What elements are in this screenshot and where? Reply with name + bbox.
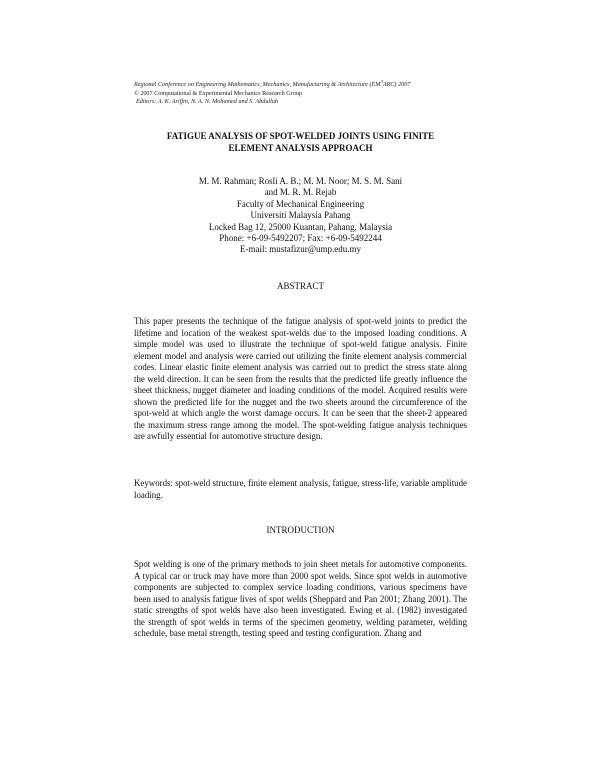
copyright-line: © 2007 Computational & Experimental Mechanics Research Group: [134, 89, 303, 97]
contact-email: E-mail: mustafizur@ump.edu.my: [239, 244, 361, 255]
introduction-body: Spot welding is one of the primary methods to join sheet metals for automotive components. A typical car or truck may have more than 2000 spot welds. Since spot welds in automotive components are subjected to complex service loading conditions, various specimens have been used to analysis fatigue lives of spot welds (Sheppard and Pan 2001; Zhang 2001). The static strengths of spot welds have also been investigated. Ewing et al. (1982) investigated the strength of spot welds in terms of the specimen geometry, welding parameter, welding schedule, base metal strength, testing speed and testing configuration. Zhang and: [134, 559, 467, 638]
affiliation-faculty: Faculty of Mechanical Engineering: [236, 198, 365, 209]
introduction-heading: INTRODUCTION: [266, 525, 335, 535]
affiliation-address: Locked Bag 12, 25000 Kuantan, Pahang, Malaysia: [208, 221, 393, 232]
conference-name-tail: ARC) 2007: [382, 81, 411, 89]
conference-line: [134, 78, 494, 90]
keywords: Keywords: spot-weld structure, finite element analysis, fatigue, stress-life, variable amplitude loading.: [134, 478, 467, 500]
paper-title: [134, 130, 467, 154]
title-line-2: ELEMENT ANALYSIS APPROACH: [228, 143, 373, 153]
editors-line: Editors: A. K. Ariffin, N. A. N. Mohamed and S. Abdullah: [136, 98, 279, 106]
title-line-1: FATIGUE ANALYSIS OF SPOT-WELDED JOINTS USING FINITE: [166, 131, 435, 141]
author-names-1: M. M. Rahman; Rosli A. B.; M. M. Noor; M. S. M. Sani: [198, 176, 403, 186]
abstract-heading: ABSTRACT: [276, 281, 324, 291]
abstract-body: This paper presents the technique of the fatigue analysis of spot-weld joints to predict the lifetime and location of the weakest spot-welds due to the imposed loading conditions. A simple model was used to illustrate the technique of spot-weld fatigue analysis. Finite element model and analysis were carried out utilizing the finite element analysis commercial codes. Linear elastic finite element analysis was carried out to predict the stress state along the weld direction. It can be seen from the results that the predicted life greatly influence the sheet thickness, nugget diameter and loading conditions of the model. Acquired results were shown the predicted life for the nugget and the two sheets around the circumference of the spot-weld at which angle the worst damage occurs. It can be seen that the sheet-2 appeared the maximum stress range among the model. The spot-welding fatigue analysis techniques are awfully essential for automotive structure design.: [134, 316, 467, 441]
affiliation-university: Universiti Malaysia Pahang: [250, 210, 351, 221]
conference-superscript: 3: [380, 79, 383, 84]
author-names-2: and M. R. M. Rejab: [264, 187, 337, 198]
conference-name: Regional Conference on Engineering Mathematics, Mechanics, Manufacturing & Architecture (EM: [134, 81, 381, 89]
conference-header: [134, 78, 494, 107]
author-block: [134, 176, 467, 256]
contact-phone-fax: Phone: +6-09-5492207; Fax: +6-09-5492244: [219, 233, 382, 244]
